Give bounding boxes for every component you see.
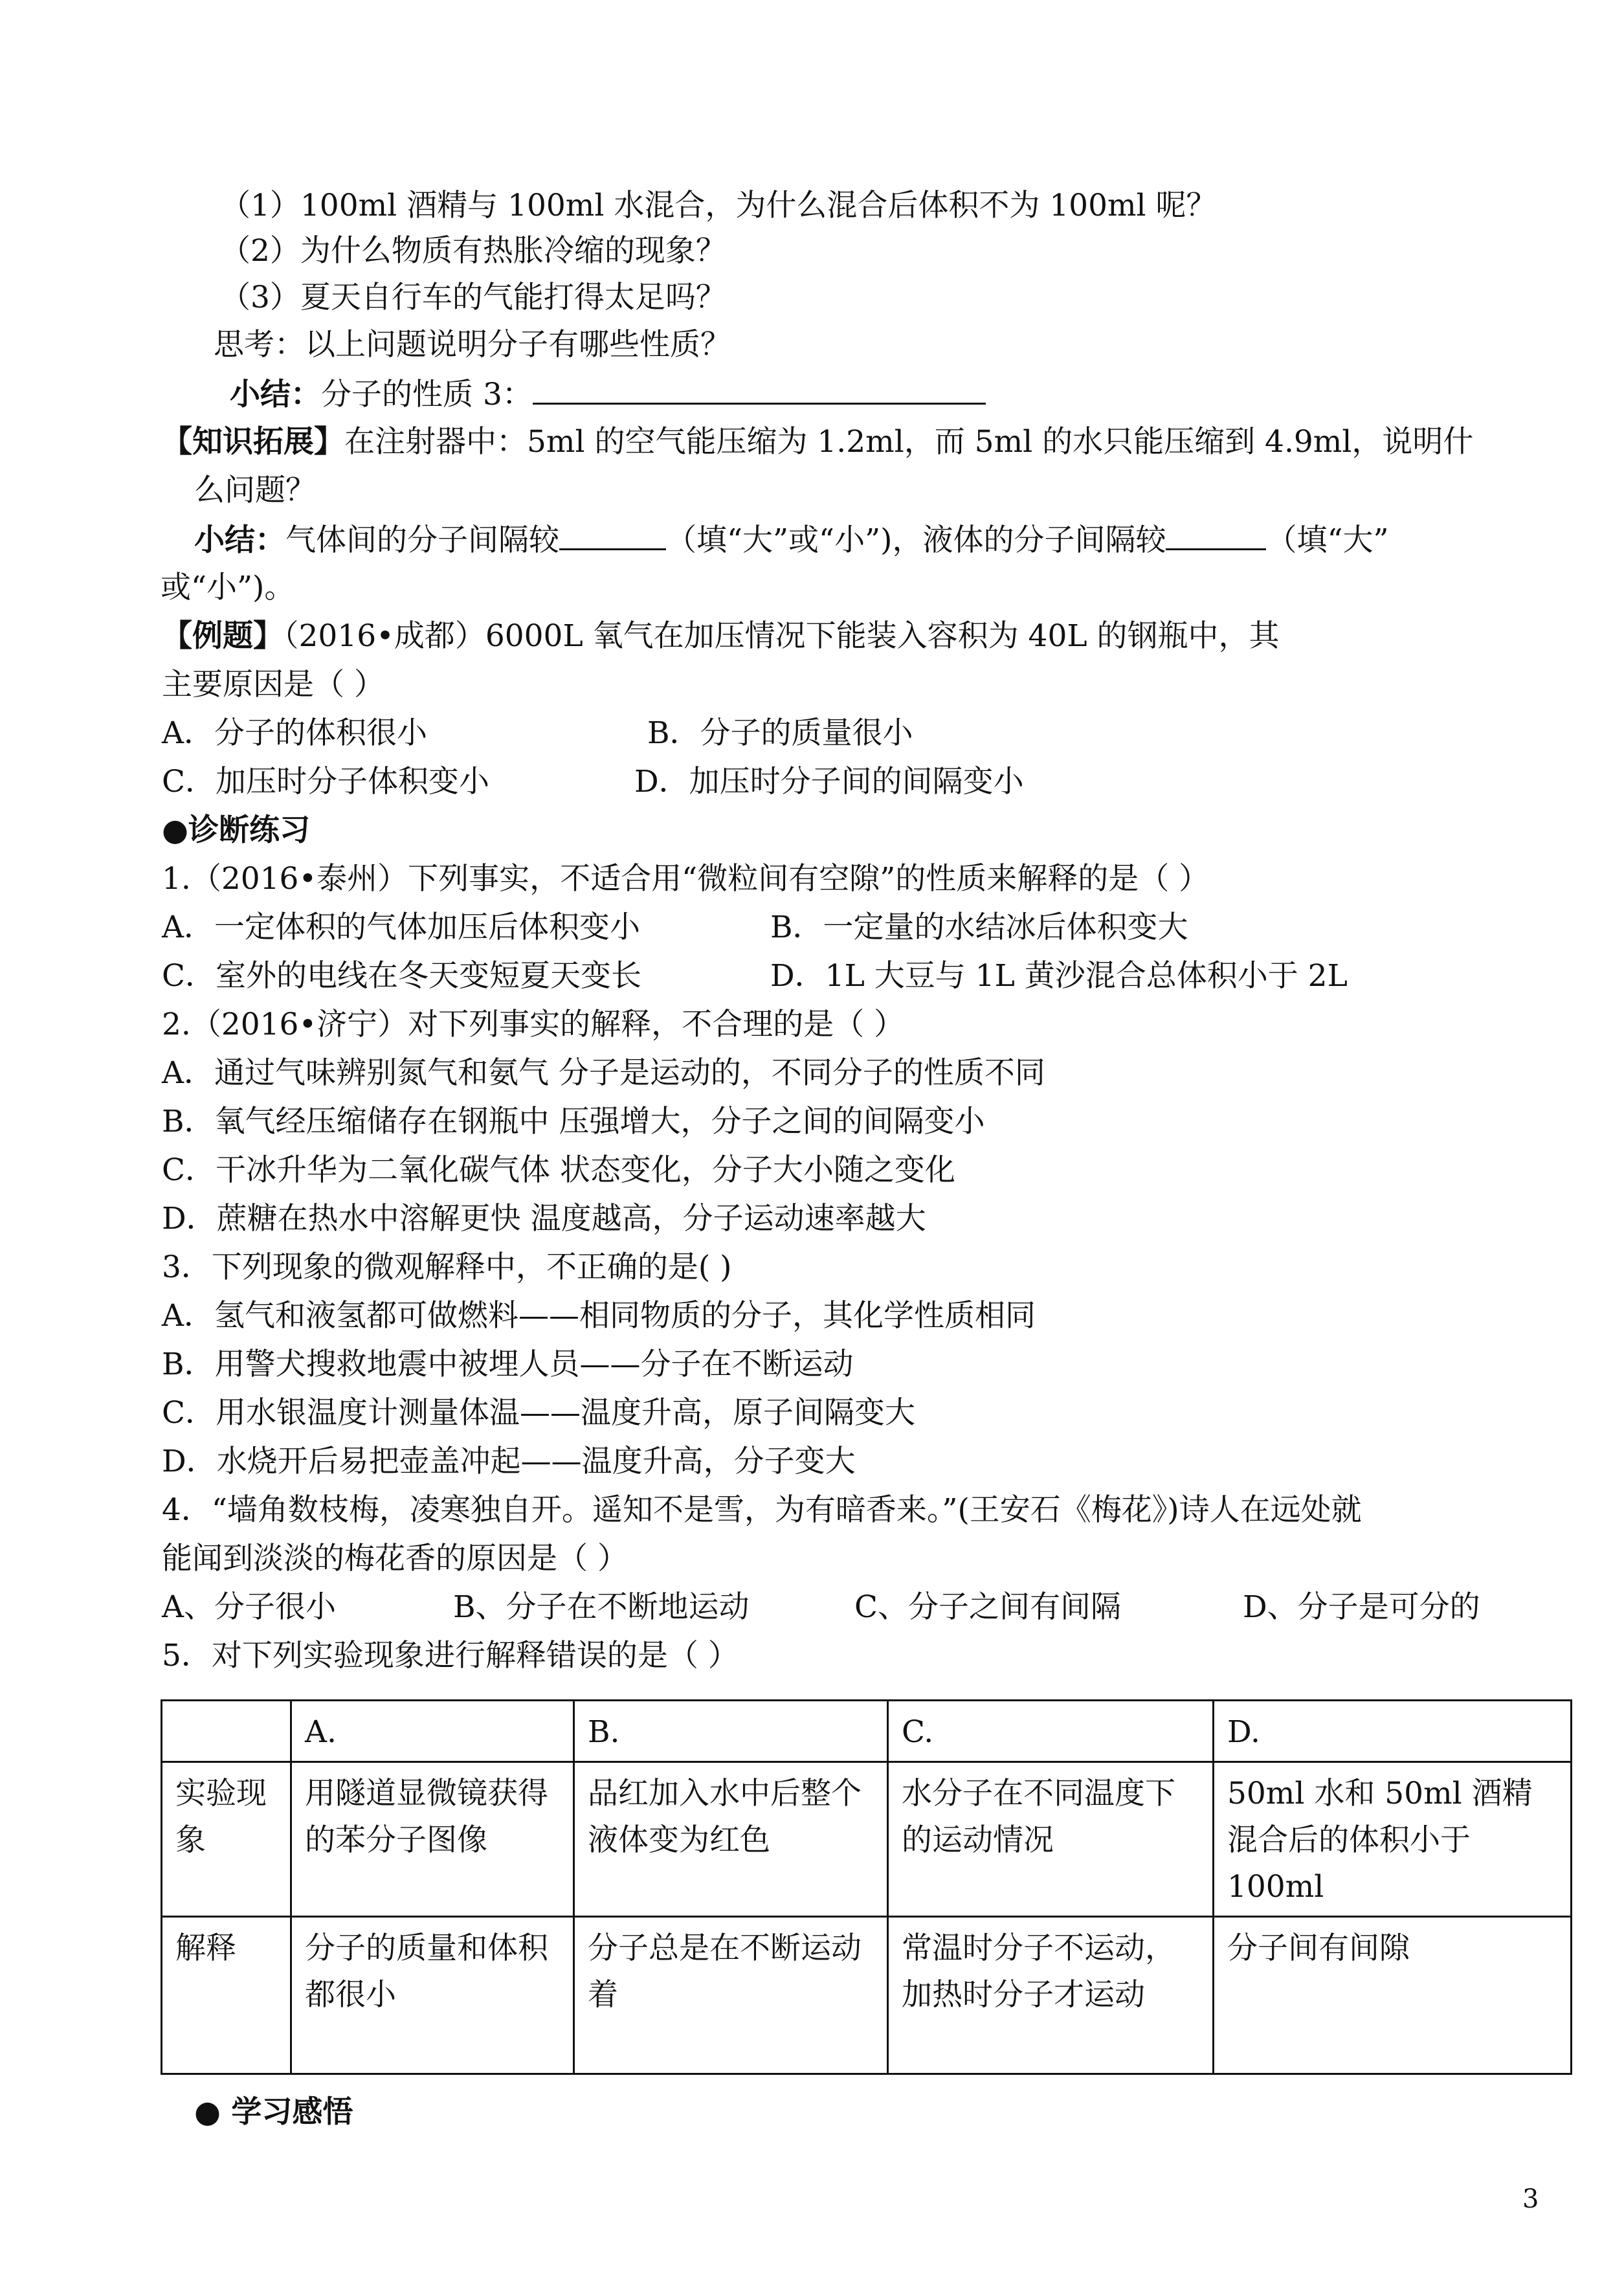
summary-text: 分子的性质 3： (321, 377, 533, 412)
experiment-table (161, 1699, 1572, 2075)
problem-2: 2.（2016•济宁）对下列事实的解释，不合理的是（ ） (162, 1007, 905, 1042)
answer-blank (559, 520, 666, 550)
example-option-a: A．分子的体积很小 (162, 715, 427, 751)
table-header-c: C. (888, 1701, 1214, 1762)
example-option-c: C．加压时分子体积变小 (162, 764, 489, 800)
knowledge-extension (162, 423, 1473, 462)
table-header-b: B. (574, 1701, 888, 1762)
answer-blank (1166, 520, 1266, 550)
problem-3-option-c: C．用水银温度计测量体温——温度升高，原子间隔变大 (162, 1395, 915, 1431)
extension-text-cont: 么问题？ (194, 473, 316, 508)
summary-label: 小结： (230, 377, 321, 412)
question-2: （2）为什么物质有热胀冷缩的现象？ (220, 233, 726, 269)
problem-3-option-d: D．水烧开后易把壶盖冲起——温度升高，分子变大 (162, 1444, 856, 1479)
question-1: （1）100ml 酒精与 100ml 水混合，为什么混合后体积不为 100ml 呢？ (220, 188, 1217, 223)
problem-5: 5．对下列实验现象进行解释错误的是（ ） (162, 1638, 739, 1673)
table-cell (162, 1701, 291, 1762)
example-option-d: D．加压时分子间的间隔变小 (634, 764, 1024, 800)
row-label-phenomenon: 实验现象 (162, 1762, 291, 1917)
summary-gas-liquid: 小结：气体间的分子间隔较 （填“大”或“小”)，液体的分子间隔较 （填“大” (194, 520, 1389, 560)
example-text: （2016•成都）6000L 氧气在加压情况下能装入容积为 40L 的钢瓶中，其 (284, 618, 1280, 654)
problem-4: 4．“墙角数枝梅，凌寒独自开。遥知不是雪，为有暗香来。”(王安石《梅花》)诗人在远处就 (162, 1492, 1362, 1528)
problem-1-option-c: C．室外的电线在冬天变短夏天变长 (162, 958, 641, 994)
think-line: 思考：以上问题说明分子有哪些性质？ (214, 327, 731, 363)
table-cell: 分子总是在不断运动着 (574, 1917, 888, 2074)
row-label-explanation: 解释 (162, 1917, 291, 2074)
problem-4-option-b: B、分子在不断地运动 (453, 1589, 750, 1625)
problem-2-option-c: C．干冰升华为二氧化碳气体 状态变化，分子大小随之变化 (162, 1152, 955, 1188)
table-cell: 品红加入水中后整个液体变为红色 (574, 1762, 888, 1917)
problem-3-option-b: B．用警犬搜救地震中被埋人员——分子在不断运动 (162, 1347, 854, 1382)
problem-1-option-a: A．一定体积的气体加压后体积变小 (162, 910, 640, 945)
table-row (162, 1917, 1572, 2074)
table-header-d: D. (1214, 1701, 1572, 1762)
problem-2-option-d: D．蔗糖在热水中溶解更快 温度越高，分子运动速率越大 (162, 1201, 926, 1236)
question-3: （3）夏天自行车的气能打得太足吗？ (220, 280, 726, 315)
table-header-a: A. (291, 1701, 574, 1762)
table-cell: 分子的质量和体积都很小 (291, 1917, 574, 2074)
example-text-cont: 主要原因是（ ） (162, 667, 384, 702)
problem-2-option-b: B．氧气经压缩储存在钢瓶中 压强增大，分子之间的间隔变小 (162, 1104, 985, 1139)
table-cell: 分子间有间隙 (1214, 1917, 1572, 2074)
page-number: 3 (1522, 2184, 1539, 2214)
example-question (162, 617, 1280, 656)
problem-4-option-d: D、分子是可分的 (1243, 1589, 1480, 1625)
table-cell: 50ml 水和 50ml 酒精混合后的体积小于 100ml (1214, 1762, 1572, 1917)
problem-4-option-a: A、分子很小 (162, 1589, 336, 1625)
learning-reflection-title: ● 学习感悟 (194, 2094, 353, 2130)
table-row (162, 1762, 1572, 1917)
problem-1-option-b: B．一定量的水结冰后体积变大 (770, 910, 1188, 945)
problem-1: 1.（2016•泰州）下列事实，不适合用“微粒间有空隙”的性质来解释的是（ ） (162, 861, 1210, 897)
answer-blank (533, 374, 986, 405)
extension-label: 【知识拓展】 (162, 424, 344, 460)
summary-property-3 (230, 374, 986, 414)
table-cell: 用隧道显微镜获得的苯分子图像 (291, 1762, 574, 1917)
problem-4-cont: 能闻到淡淡的梅花香的原因是（ ） (162, 1541, 628, 1576)
problem-3-option-a: A．氢气和液氢都可做燃料——相同物质的分子，其化学性质相同 (162, 1298, 1036, 1334)
problem-4-option-c: C、分子之间有间隔 (854, 1589, 1121, 1625)
problem-3: 3．下列现象的微观解释中，不正确的是( ) (162, 1249, 732, 1285)
extension-text: 在注射器中：5ml 的空气能压缩为 1.2ml，而 5ml 的水只能压缩到 4.9ml，说明什 (344, 424, 1474, 460)
summary-gas-liquid-cont: 或“小”)。 (161, 570, 295, 605)
example-label: 【例题】 (162, 618, 284, 654)
problem-1-option-d: D．1L 大豆与 1L 黄沙混合总体积小于 2L (770, 958, 1348, 994)
summary-label: 小结： (194, 522, 285, 558)
problem-2-option-a: A．通过气味辨别氮气和氨气 分子是运动的，不同分子的性质不同 (162, 1055, 1045, 1091)
example-option-b: B．分子的质量很小 (647, 715, 913, 751)
diagnostic-section-title: ●诊断练习 (162, 812, 311, 848)
table-row (162, 1701, 1572, 1762)
table-cell: 常温时分子不运动，加热时分子才运动 (888, 1917, 1214, 2074)
table-cell: 水分子在不同温度下的运动情况 (888, 1762, 1214, 1917)
